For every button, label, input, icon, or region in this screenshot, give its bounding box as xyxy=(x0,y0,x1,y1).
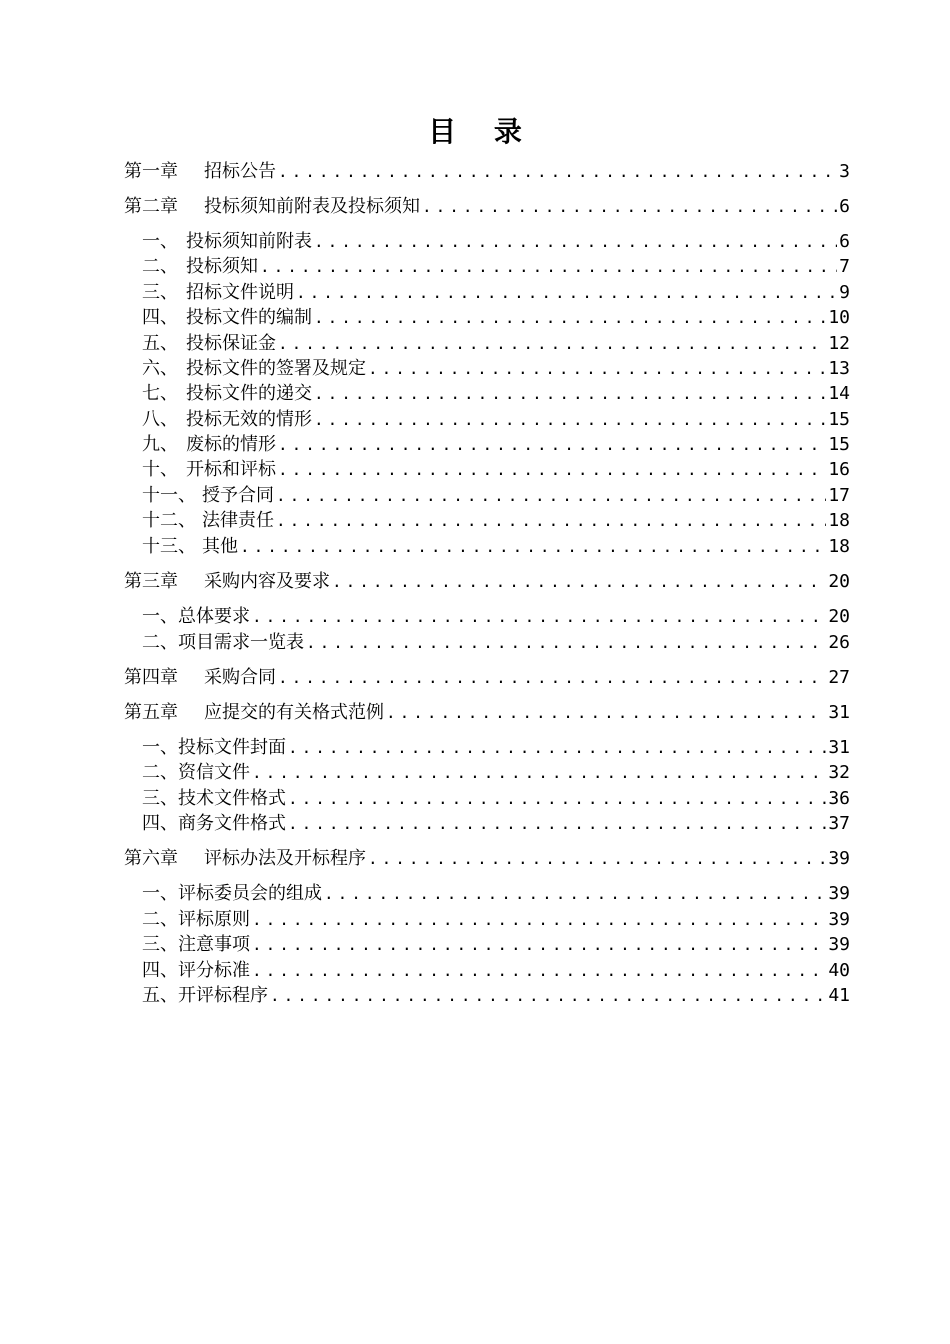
toc-dot-leader xyxy=(368,356,826,382)
toc-dot-leader xyxy=(252,932,826,958)
toc-dot-leader xyxy=(278,457,826,483)
toc-entry-page: 18 xyxy=(828,510,850,531)
toc-entry-page: 12 xyxy=(828,333,850,354)
toc-dot-leader xyxy=(276,483,826,509)
toc-entry-page: 6 xyxy=(839,231,850,252)
toc-entry-title: 采购合同 xyxy=(204,667,276,688)
toc-section-6-3[interactable] xyxy=(142,932,850,958)
toc-dot-leader xyxy=(276,508,826,534)
toc-section-6-4[interactable] xyxy=(142,958,850,984)
toc-chapter-4[interactable] xyxy=(124,665,850,691)
toc-entry-page: 32 xyxy=(828,762,850,783)
toc-section-2-12[interactable] xyxy=(142,508,850,534)
toc-entry-number: 第一章 xyxy=(124,161,178,182)
toc-entry-number: 一、 xyxy=(142,231,178,252)
toc-section-6-2[interactable] xyxy=(142,907,850,933)
toc-chapter-2[interactable] xyxy=(124,194,850,220)
toc-entry-number: 二、 xyxy=(142,256,178,277)
toc-entry-page: 14 xyxy=(828,383,850,404)
toc-dot-leader xyxy=(288,735,826,761)
toc-entry-page: 39 xyxy=(828,848,850,869)
toc-section-2-5[interactable] xyxy=(142,331,850,357)
toc-section-5-3[interactable] xyxy=(142,786,850,812)
toc-entry-title: 评标原则 xyxy=(178,909,250,930)
toc-entry-page: 16 xyxy=(828,459,850,480)
toc-entry-title: 授予合同 xyxy=(202,485,274,506)
toc-entry-number: 二、 xyxy=(142,909,178,930)
toc-entry-number: 十一、 xyxy=(142,485,196,506)
toc-dot-leader xyxy=(260,254,837,280)
toc-section-5-1[interactable] xyxy=(142,735,850,761)
toc-entry-title: 投标须知前附表 xyxy=(186,231,312,252)
toc-entry-page: 17 xyxy=(828,485,850,506)
toc-entry-page: 39 xyxy=(828,883,850,904)
toc-entry-page: 36 xyxy=(828,788,850,809)
toc-entry-title: 商务文件格式 xyxy=(178,813,286,834)
toc-dot-leader xyxy=(314,229,837,255)
toc-entry-page: 18 xyxy=(828,536,850,557)
toc-entry-number: 二、 xyxy=(142,632,178,653)
toc-entry-page: 20 xyxy=(828,606,850,627)
toc-section-2-11[interactable] xyxy=(142,483,850,509)
toc-entry-page: 15 xyxy=(828,409,850,430)
toc-section-2-3[interactable] xyxy=(142,280,850,306)
toc-section-2-13[interactable] xyxy=(142,534,850,560)
toc-dot-leader xyxy=(240,534,826,560)
toc-section-5-2[interactable] xyxy=(142,760,850,786)
toc-dot-leader xyxy=(252,604,826,630)
toc-entry-title: 评标办法及开标程序 xyxy=(204,848,366,869)
toc-entry-number: 四、 xyxy=(142,307,178,328)
toc-section-2-4[interactable] xyxy=(142,305,850,331)
toc-entry-number: 一、 xyxy=(142,737,178,758)
toc-entry-number: 三、 xyxy=(142,788,178,809)
toc-entry-number: 三、 xyxy=(142,934,178,955)
toc-entry-title: 注意事项 xyxy=(178,934,250,955)
toc-dot-leader xyxy=(314,305,826,331)
toc-dot-leader xyxy=(270,983,826,1009)
toc-dot-leader xyxy=(422,194,837,220)
toc-entry-title: 投标须知前附表及投标须知 xyxy=(204,196,420,217)
toc-entry-page: 31 xyxy=(828,737,850,758)
toc-chapter-1[interactable] xyxy=(124,159,850,185)
toc-entry-page: 10 xyxy=(828,307,850,328)
toc-entry-title: 采购内容及要求 xyxy=(204,571,330,592)
toc-entry-title: 资信文件 xyxy=(178,762,250,783)
toc-section-5-4[interactable] xyxy=(142,811,850,837)
toc-entry-number: 九、 xyxy=(142,434,178,455)
toc-dot-leader xyxy=(278,665,826,691)
toc-entry-page: 26 xyxy=(828,632,850,653)
toc-entry-number: 第三章 xyxy=(124,571,178,592)
toc-dot-leader xyxy=(278,159,837,185)
toc-dot-leader xyxy=(296,280,837,306)
toc-entry-number: 第五章 xyxy=(124,702,178,723)
toc-section-2-1[interactable] xyxy=(142,229,850,255)
toc-section-2-9[interactable] xyxy=(142,432,850,458)
toc-entry-page: 9 xyxy=(839,282,850,303)
toc-entry-number: 七、 xyxy=(142,383,178,404)
toc-entry-page: 37 xyxy=(828,813,850,834)
toc-entry-page: 40 xyxy=(828,960,850,981)
toc-section-2-10[interactable] xyxy=(142,457,850,483)
toc-entry-title: 投标文件的签署及规定 xyxy=(186,358,366,379)
toc-entry-page: 7 xyxy=(839,256,850,277)
toc-entry-number: 五、 xyxy=(142,985,178,1006)
toc-entry-number: 十二、 xyxy=(142,510,196,531)
toc-entry-title: 废标的情形 xyxy=(186,434,276,455)
toc-entry-title: 开标和评标 xyxy=(186,459,276,480)
toc-section-6-5[interactable] xyxy=(142,983,850,1009)
toc-entry-number: 三、 xyxy=(142,282,178,303)
toc-entry-number: 六、 xyxy=(142,358,178,379)
toc-entry-number: 四、 xyxy=(142,960,178,981)
toc-entry-title: 其他 xyxy=(202,536,238,557)
toc-entry-number: 八、 xyxy=(142,409,178,430)
toc-entry-number: 二、 xyxy=(142,762,178,783)
toc-dot-leader xyxy=(252,958,826,984)
toc-dot-leader xyxy=(288,786,826,812)
toc-dot-leader xyxy=(332,569,826,595)
page-title: 目 录 xyxy=(428,115,536,148)
toc-entry-title: 投标文件的递交 xyxy=(186,383,312,404)
toc-entry-title: 开评标程序 xyxy=(178,985,268,1006)
toc-dot-leader xyxy=(306,630,826,656)
toc-entry-title: 评分标准 xyxy=(178,960,250,981)
toc-entry-number: 十、 xyxy=(142,459,178,480)
toc-dot-leader xyxy=(252,907,826,933)
toc-entry-title: 投标文件的编制 xyxy=(186,307,312,328)
toc-dot-leader xyxy=(314,407,826,433)
toc-section-6-1[interactable] xyxy=(142,881,850,907)
toc-entry-page: 6 xyxy=(839,196,850,217)
toc-entry-number: 第六章 xyxy=(124,848,178,869)
toc-entry-title: 招标文件说明 xyxy=(186,282,294,303)
toc-entry-number: 四、 xyxy=(142,813,178,834)
toc-entry-title: 法律责任 xyxy=(202,510,274,531)
toc-entry-page: 39 xyxy=(828,909,850,930)
toc-dot-leader xyxy=(386,700,826,726)
toc-entry-title: 投标文件封面 xyxy=(178,737,286,758)
toc-section-2-6[interactable] xyxy=(142,356,850,382)
toc-entry-number: 五、 xyxy=(142,333,178,354)
toc-entry-title: 投标无效的情形 xyxy=(186,409,312,430)
toc-chapter-3[interactable] xyxy=(124,569,850,595)
toc-section-2-7[interactable] xyxy=(142,381,850,407)
toc-entry-title: 投标须知 xyxy=(186,256,258,277)
toc-entry-number: 十三、 xyxy=(142,536,196,557)
toc-entry-number: 第四章 xyxy=(124,667,178,688)
toc-dot-leader xyxy=(288,811,826,837)
toc-entry-page: 13 xyxy=(828,358,850,379)
toc-entry-number: 一、 xyxy=(142,883,178,904)
toc-entry-title: 总体要求 xyxy=(178,606,250,627)
toc-entry-page: 20 xyxy=(828,571,850,592)
toc-dot-leader xyxy=(368,846,826,872)
toc-entry-title: 项目需求一览表 xyxy=(178,632,304,653)
toc-entry-page: 3 xyxy=(839,161,850,182)
toc-entry-title: 投标保证金 xyxy=(186,333,276,354)
toc-entry-title: 技术文件格式 xyxy=(178,788,286,809)
toc-entry-page: 27 xyxy=(828,667,850,688)
toc-section-2-2[interactable] xyxy=(142,254,850,280)
toc-entry-number: 第二章 xyxy=(124,196,178,217)
toc-entry-page: 31 xyxy=(828,702,850,723)
toc-section-3-2[interactable] xyxy=(142,630,850,656)
toc-entry-title: 应提交的有关格式范例 xyxy=(204,702,384,723)
toc-dot-leader xyxy=(278,432,826,458)
toc-section-3-1[interactable] xyxy=(142,604,850,630)
toc-section-2-8[interactable] xyxy=(142,407,850,433)
toc-dot-leader xyxy=(324,881,826,907)
toc-chapter-5[interactable] xyxy=(124,700,850,726)
toc-chapter-6[interactable] xyxy=(124,846,850,872)
toc-entry-number: 一、 xyxy=(142,606,178,627)
toc-dot-leader xyxy=(278,331,826,357)
toc-entry-title: 评标委员会的组成 xyxy=(178,883,322,904)
toc-entry-page: 41 xyxy=(828,985,850,1006)
toc-dot-leader xyxy=(314,381,826,407)
toc-entry-page: 15 xyxy=(828,434,850,455)
toc-dot-leader xyxy=(252,760,826,786)
toc-entry-title: 招标公告 xyxy=(204,161,276,182)
toc-entry-page: 39 xyxy=(828,934,850,955)
